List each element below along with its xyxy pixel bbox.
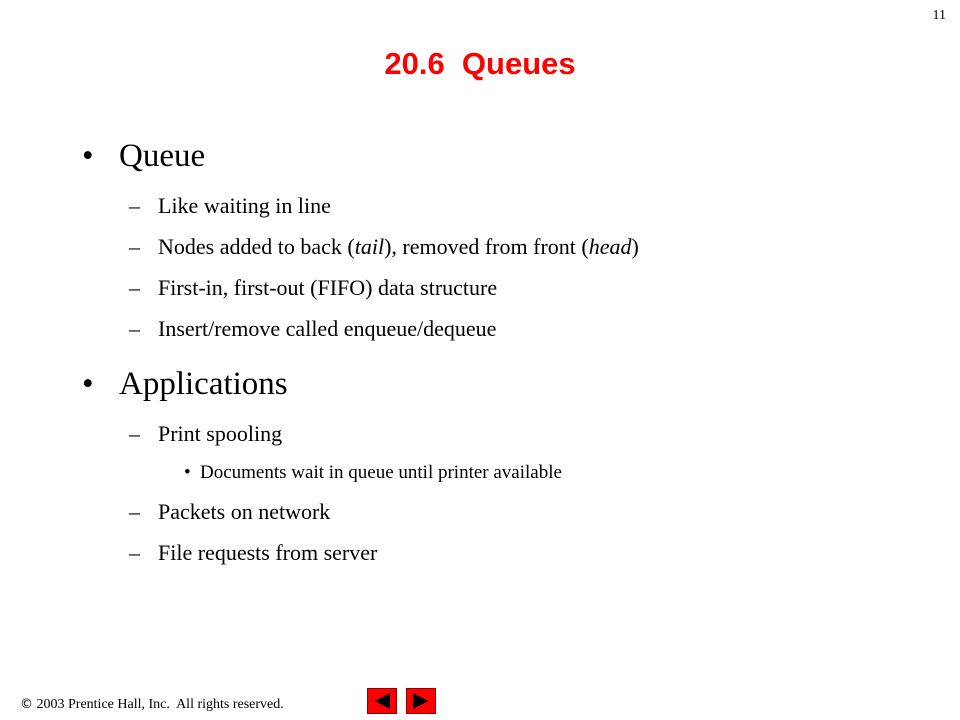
dash-marker: –	[129, 540, 140, 565]
page-number: 11	[932, 8, 946, 23]
copyright-footer	[20, 697, 284, 713]
sub-bullet-item	[82, 274, 942, 302]
dash-marker: –	[129, 234, 140, 259]
dash-marker: –	[129, 421, 140, 446]
bullet-marker: •	[82, 138, 94, 174]
sub-bullet-item	[82, 233, 942, 261]
bullet-text: Queue	[119, 138, 206, 174]
copyright-text: 2003 Prentice Hall, Inc. All rights reserved.	[33, 697, 284, 712]
italic-term: tail	[354, 234, 385, 259]
previous-slide-button[interactable]	[367, 688, 397, 714]
sub-bullet-text: First-in, first-out (FIFO) data structure	[158, 275, 498, 300]
copyright-symbol: ©	[20, 697, 33, 712]
sub-bullet-marker: •	[184, 462, 191, 483]
sub-bullet-item	[82, 192, 942, 220]
sub-bullet-item	[82, 420, 942, 448]
bullet-item	[82, 134, 942, 178]
dash-marker: –	[129, 275, 140, 300]
italic-term: head	[588, 234, 632, 259]
dash-marker: –	[129, 316, 140, 341]
sub-bullet-text: Print spooling	[158, 421, 283, 446]
sub-bullet-item	[82, 315, 942, 343]
bullet-item	[82, 362, 942, 406]
dash-marker: –	[129, 193, 140, 218]
bullet-marker: •	[82, 366, 94, 402]
sub-bullet-item	[82, 498, 942, 526]
sub-sub-bullet-item	[82, 461, 942, 485]
sub-sub-bullet-text: Documents wait in queue until printer available	[200, 462, 562, 483]
sub-bullet-text: Insert/remove called enqueue/dequeue	[158, 316, 497, 341]
sub-bullet-text-part: Nodes added to back (	[158, 234, 355, 259]
right-triangle-icon	[407, 689, 435, 713]
next-slide-button[interactable]	[406, 688, 436, 714]
bullet-list	[82, 134, 942, 567]
slide-title: 20.6 Queues	[384, 46, 576, 81]
sub-bullet-text-part: ), removed from front (	[384, 234, 589, 259]
sub-bullet-text: Like waiting in line	[158, 193, 331, 218]
dash-marker: –	[129, 499, 140, 524]
sub-bullet-text-part: )	[631, 234, 639, 259]
bullet-text: Applications	[119, 366, 288, 402]
sub-bullet-text: File requests from server	[158, 540, 378, 565]
sub-bullet-item	[82, 539, 942, 567]
left-triangle-icon	[368, 689, 396, 713]
sub-bullet-text: Packets on network	[158, 499, 331, 524]
